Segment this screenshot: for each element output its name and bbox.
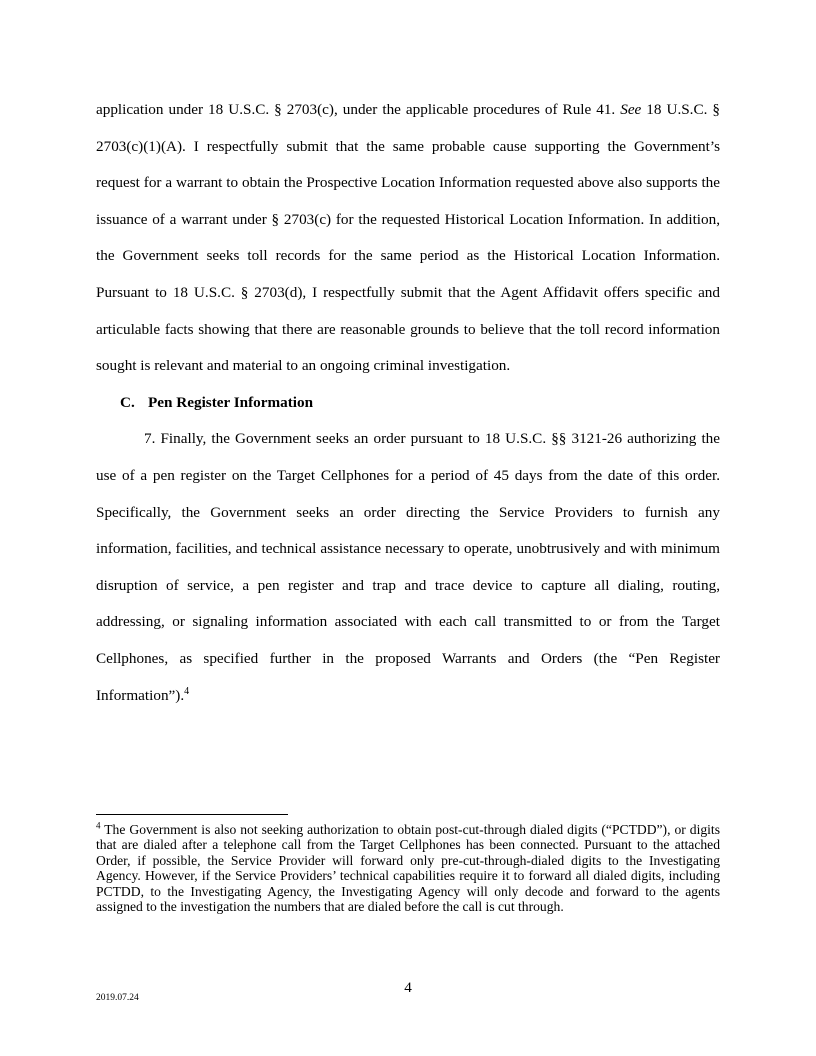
footnote-text: The Government is also not seeking authorization to obtain post-cut-through dialed digits (“PCTDD”), or digits that are dialed after a telephone call from the Target Cellphones has been connected. Pursuant to the attached Order, if possible, the Service Provider will forward only pre-cut-through-dialed digits to the Investigating Agency. However, if the Service Providers’ technical capabilities require it to forward all dialed digits, including PCTDD, to the Investigating Agency, the Investigating Agency will only decode and forward to the agents assigned to the investigation the numbers that are dialed before the call is cut through. [96,822,720,915]
footnote-reference[interactable]: 4 [184,685,190,697]
footnote-separator [96,814,288,815]
paragraph-text-part-1: application under 18 U.S.C. § 2703(c), under the applicable procedures of Rule 41. [96,101,621,118]
section-heading-letter: C. [120,393,135,411]
page-number: 4 [404,979,412,996]
paragraph-pen-register [96,421,720,714]
footnote-mark: 4 [96,820,101,831]
paragraph-pen-register-text: 7. Finally, the Government seeks an order pursuant to 18 U.S.C. §§ 3121-26 authorizing the use of a pen register on the Target Cellphones for a period of 45 days from the date of this order. Specifically, the Government seeks an order directing the Service Providers to furnish any information, facilities, and technical assistance necessary to operate, unobtrusively and with minimum disruption of service, a pen register and trap and trace device to capture all dialing, routing, addressing, or signaling information associated with each call transmitted to or from the Target Cellphones, as specified further in the proposed Warrants and Orders (the “Pen Register Information”). [96,430,720,704]
see-signal: See [620,101,642,118]
section-heading-title: Pen Register Information [148,393,314,411]
version-date: 2019.07.24 [96,993,139,1003]
section-heading [96,385,720,422]
footnote [96,822,720,914]
paragraph-historical-location [96,92,720,385]
body-text [96,92,720,714]
paragraph-text-part-2: 18 U.S.C. § 2703(c)(1)(A). I respectfully submit that the same probable cause supporting the Government’s request for a warrant to obtain the Prospective Location Information requested above also supports the issuance of a warrant under § 2703(c) for the requested Historical Location Information. In addition, the Government seeks toll records for the same period as the Historical Location Information. Pursuant to 18 U.S.C. § 2703(d), I respectfully submit that the Agent Affidavit offers specific and articulable facts showing that there are reasonable grounds to believe that the toll record information sought is relevant and material to an ongoing criminal investigation. [96,101,720,375]
